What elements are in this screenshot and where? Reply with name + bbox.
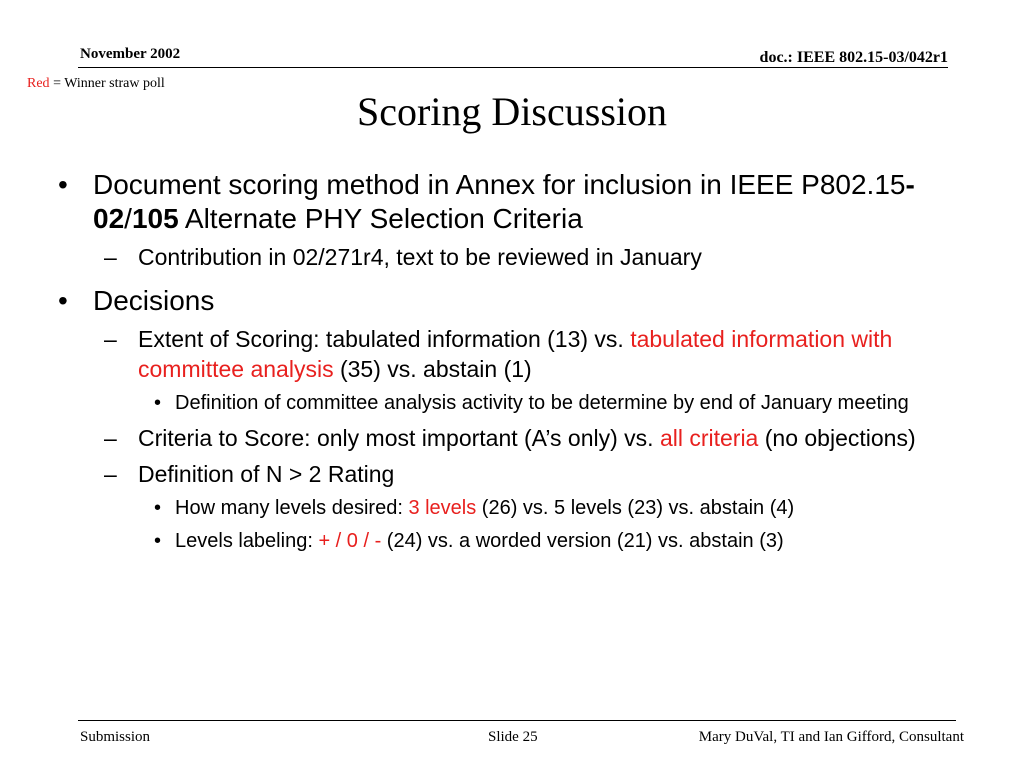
- footer-author: Mary DuVal, TI and Ian Gifford, Consultant: [698, 729, 964, 745]
- dash-marker: –: [104, 244, 117, 270]
- slide-title: Scoring Discussion: [357, 89, 667, 134]
- bullet-document-scoring: [58, 168, 988, 236]
- bullet-dot: •: [58, 285, 68, 316]
- header-rule: [78, 67, 948, 68]
- winner-text: 3 levels: [408, 497, 477, 519]
- bullet-bold-105: 105: [131, 203, 179, 234]
- legend-red-word: Red: [27, 76, 50, 91]
- subsubbullet-committee-definition: [58, 390, 988, 417]
- bullet-dot: •: [154, 530, 162, 552]
- subbullet-criteria-to-score: [58, 423, 988, 453]
- subbullet-extent-of-scoring: [58, 324, 988, 384]
- subbullet-text: Definition of N > 2 Rating: [138, 461, 395, 487]
- subbullet-text: Contribution in 02/271r4, text to be reviewed in January: [138, 244, 702, 270]
- bullet-text: Decisions: [93, 285, 215, 316]
- bullet-dot: •: [154, 497, 162, 519]
- subsubbullet-text-end: (26) vs. 5 levels (23) vs. abstain (4): [476, 497, 795, 519]
- subsubbullet-text: How many levels desired:: [175, 497, 409, 519]
- dash-marker: –: [104, 461, 117, 487]
- bullet-bold-02: -02: [93, 169, 915, 234]
- footer-slide-number: Slide 25: [488, 729, 538, 745]
- winner-text: all criteria: [659, 425, 759, 451]
- footer-rule: [78, 720, 956, 721]
- bullet-text: Document scoring method in Annex for inclusion in IEEE P802.15: [93, 169, 906, 200]
- subbullet-contribution: [58, 242, 988, 272]
- footer-submission: Submission: [80, 729, 151, 745]
- bullet-text-end: Alternate PHY Selection Criteria: [178, 203, 583, 234]
- header-date: November 2002: [80, 46, 181, 62]
- bullet-dot: •: [154, 392, 162, 414]
- subbullet-text-end: (no objections): [758, 425, 916, 451]
- subsubbullet-text: Levels labeling:: [175, 530, 319, 552]
- winner-text: + / 0 / -: [318, 530, 382, 552]
- subbullet-text: Criteria to Score: only most important (A’s only) vs.: [138, 425, 660, 451]
- dash-marker: –: [104, 425, 117, 451]
- bullet-slash: /: [124, 203, 132, 234]
- subsubbullet-text: Definition of committee analysis activity to be determine by end of January meeting: [175, 392, 909, 414]
- bullet-decisions: [58, 284, 988, 318]
- slide-content: [58, 166, 988, 555]
- subbullet-n-rating: [58, 459, 988, 489]
- subbullet-text-end: (35) vs. abstain (1): [333, 356, 532, 382]
- legend-text: = Winner straw poll: [49, 76, 165, 91]
- subbullet-text: Extent of Scoring: tabulated information (13) vs.: [138, 326, 631, 352]
- subsubbullet-levels-labeling: [58, 528, 988, 555]
- bullet-dot: •: [58, 169, 68, 200]
- subsubbullet-levels-desired: [58, 495, 988, 522]
- header-doc-id: doc.: IEEE 802.15-03/042r1: [759, 49, 948, 66]
- winner-text: tabulated information with committee analysis: [138, 326, 893, 382]
- dash-marker: –: [104, 326, 117, 352]
- subsubbullet-text-end: (24) vs. a worded version (21) vs. abstain (3): [381, 530, 784, 552]
